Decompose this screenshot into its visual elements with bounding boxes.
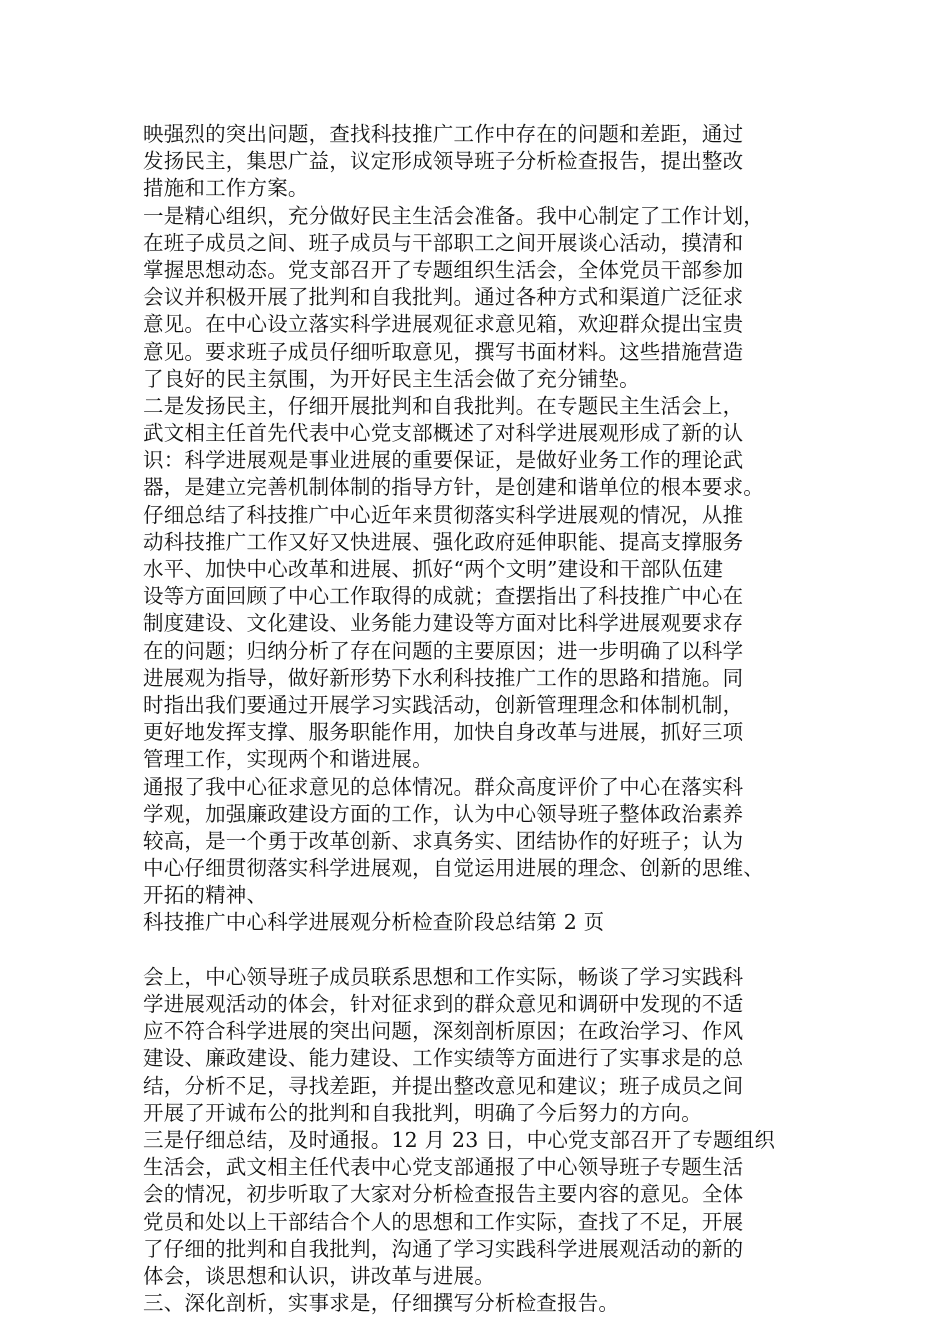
text-line: 武文相主任首先代表中心党支部概述了对科学进展观形成了新的认: [143, 421, 744, 446]
text-line: 党员和处以上干部结合个人的思想和工作实际，查找了不足，开展: [143, 1209, 744, 1234]
text-line: 更好地发挥支撑、服务职能作用，加快自身改革与进展，抓好三项: [143, 720, 744, 745]
body-text-section-1: [143, 121, 813, 909]
text-line: 在的问题；归纳分析了存在问题的主要原因；进一步明确了以科学: [143, 638, 744, 663]
text-line: 应不符合科学进展的突出问题，深刻剖析原因；在政治学习、作风: [143, 1019, 744, 1044]
text-line: 发扬民主，集思广益，议定形成领导班子分析检查报告，提出整改: [143, 149, 744, 174]
text-line: 结，分析不足，寻找差距，并提出整改意见和建议；班子成员之间: [143, 1073, 744, 1098]
document-page: [143, 121, 813, 1317]
text-line: 会上，中心领导班子成员联系思想和工作实际，畅谈了学习实践科: [143, 964, 744, 989]
text-line: 较高，是一个勇于改革创新、求真务实、团结协作的好班子；认为: [143, 828, 744, 853]
text-line: 体会，谈思想和认识，讲改革与进展。: [143, 1263, 495, 1288]
text-line: 开展了开诚布公的批判和自我批判，明确了今后努力的方向。: [143, 1100, 702, 1125]
text-line: 了良好的民主氛围，为开好民主生活会做了充分铺垫。: [143, 366, 640, 391]
text-line: 水平、加快中心改革和进展、抓好“两个文明”建设和干部队伍建: [143, 557, 724, 581]
page-break-gap: [143, 937, 813, 964]
text-line: 生活会，武文相主任代表中心党支部通报了中心领导班子专题生活: [143, 1155, 744, 1180]
text-line: 通报了我中心征求意见的总体情况。群众高度评价了中心在落实科: [143, 774, 744, 799]
body-text-section-2: [143, 964, 813, 1317]
text-line: 意见。在中心设立落实科学进展观征求意见箱，欢迎群众提出宝贵: [143, 312, 744, 337]
text-line: 建设、廉政建设、能力建设、工作实绩等方面进行了实事求是的总: [143, 1046, 744, 1071]
text-line: 器，是建立完善机制体制的指导方针，是创建和谐单位的根本要求。: [143, 475, 764, 500]
text-line: 学观，加强廉政建设方面的工作，认为中心领导班子整体政治素养: [143, 801, 744, 826]
text-line: 掌握思想动态。党支部召开了专题组织生活会，全体党员干部参加: [143, 257, 744, 282]
text-line: 学进展观活动的体会，针对征求到的群众意见和调研中发现的不适: [143, 992, 744, 1016]
text-line: 动科技推广工作又好又快进展、强化政府延伸职能、提高支撑服务: [143, 529, 744, 554]
text-line: 措施和工作方案。: [143, 176, 309, 201]
text-line: 映强烈的突出问题，查找科技推广工作中存在的问题和差距，通过: [143, 122, 744, 146]
text-line: 二是发扬民主，仔细开展批判和自我批判。在专题民主生活会上，: [143, 393, 744, 418]
text-line: 开拓的精神、: [143, 883, 268, 908]
text-line: 设等方面回顾了中心工作取得的成就；查摆指出了科技推广中心在: [143, 584, 744, 609]
text-line: 中心仔细贯彻落实科学进展观，自觉运用进展的理念、创新的思维、: [143, 856, 764, 881]
text-line: 三、深化剖析，实事求是，仔细撰写分析检查报告。: [143, 1291, 620, 1316]
text-line: 制度建设、文化建设、业务能力建设等方面对比科学进展观要求存: [143, 611, 744, 636]
text-line: 在班子成员之间、班子成员与干部职工之间开展谈心活动，摸清和: [143, 230, 744, 255]
text-line: 会的情况，初步听取了大家对分析检查报告主要内容的意见。全体: [143, 1182, 744, 1207]
page-footer: 科技推广中心科学进展观分析检查阶段总结第 2 页: [143, 910, 605, 935]
text-line: 会议并积极开展了批判和自我批判。通过各种方式和渠道广泛征求: [143, 285, 744, 310]
text-line: 三是仔细总结，及时通报。12 月 23 日，中心党支部召开了专题组织: [143, 1127, 776, 1152]
text-line: 意见。要求班子成员仔细听取意见，撰写书面材料。这些措施营造: [143, 339, 744, 364]
text-line: 一是精心组织，充分做好民主生活会准备。我中心制定了工作计划，: [143, 203, 764, 228]
text-line: 时指出我们要通过开展学习实践活动，创新管理理念和体制机制，: [143, 692, 744, 717]
text-line: 识：科学进展观是事业进展的重要保证，是做好业务工作的理论武: [143, 448, 744, 473]
text-line: 进展观为指导，做好新形势下水利科技推广工作的思路和措施。同: [143, 665, 744, 690]
text-line: 管理工作，实现两个和谐进展。: [143, 747, 433, 772]
text-line: 了仔细的批判和自我批判，沟通了学习实践科学进展观活动的新的: [143, 1236, 744, 1261]
text-line: 仔细总结了科技推广中心近年来贯彻落实科学进展观的情况，从推: [143, 502, 744, 527]
